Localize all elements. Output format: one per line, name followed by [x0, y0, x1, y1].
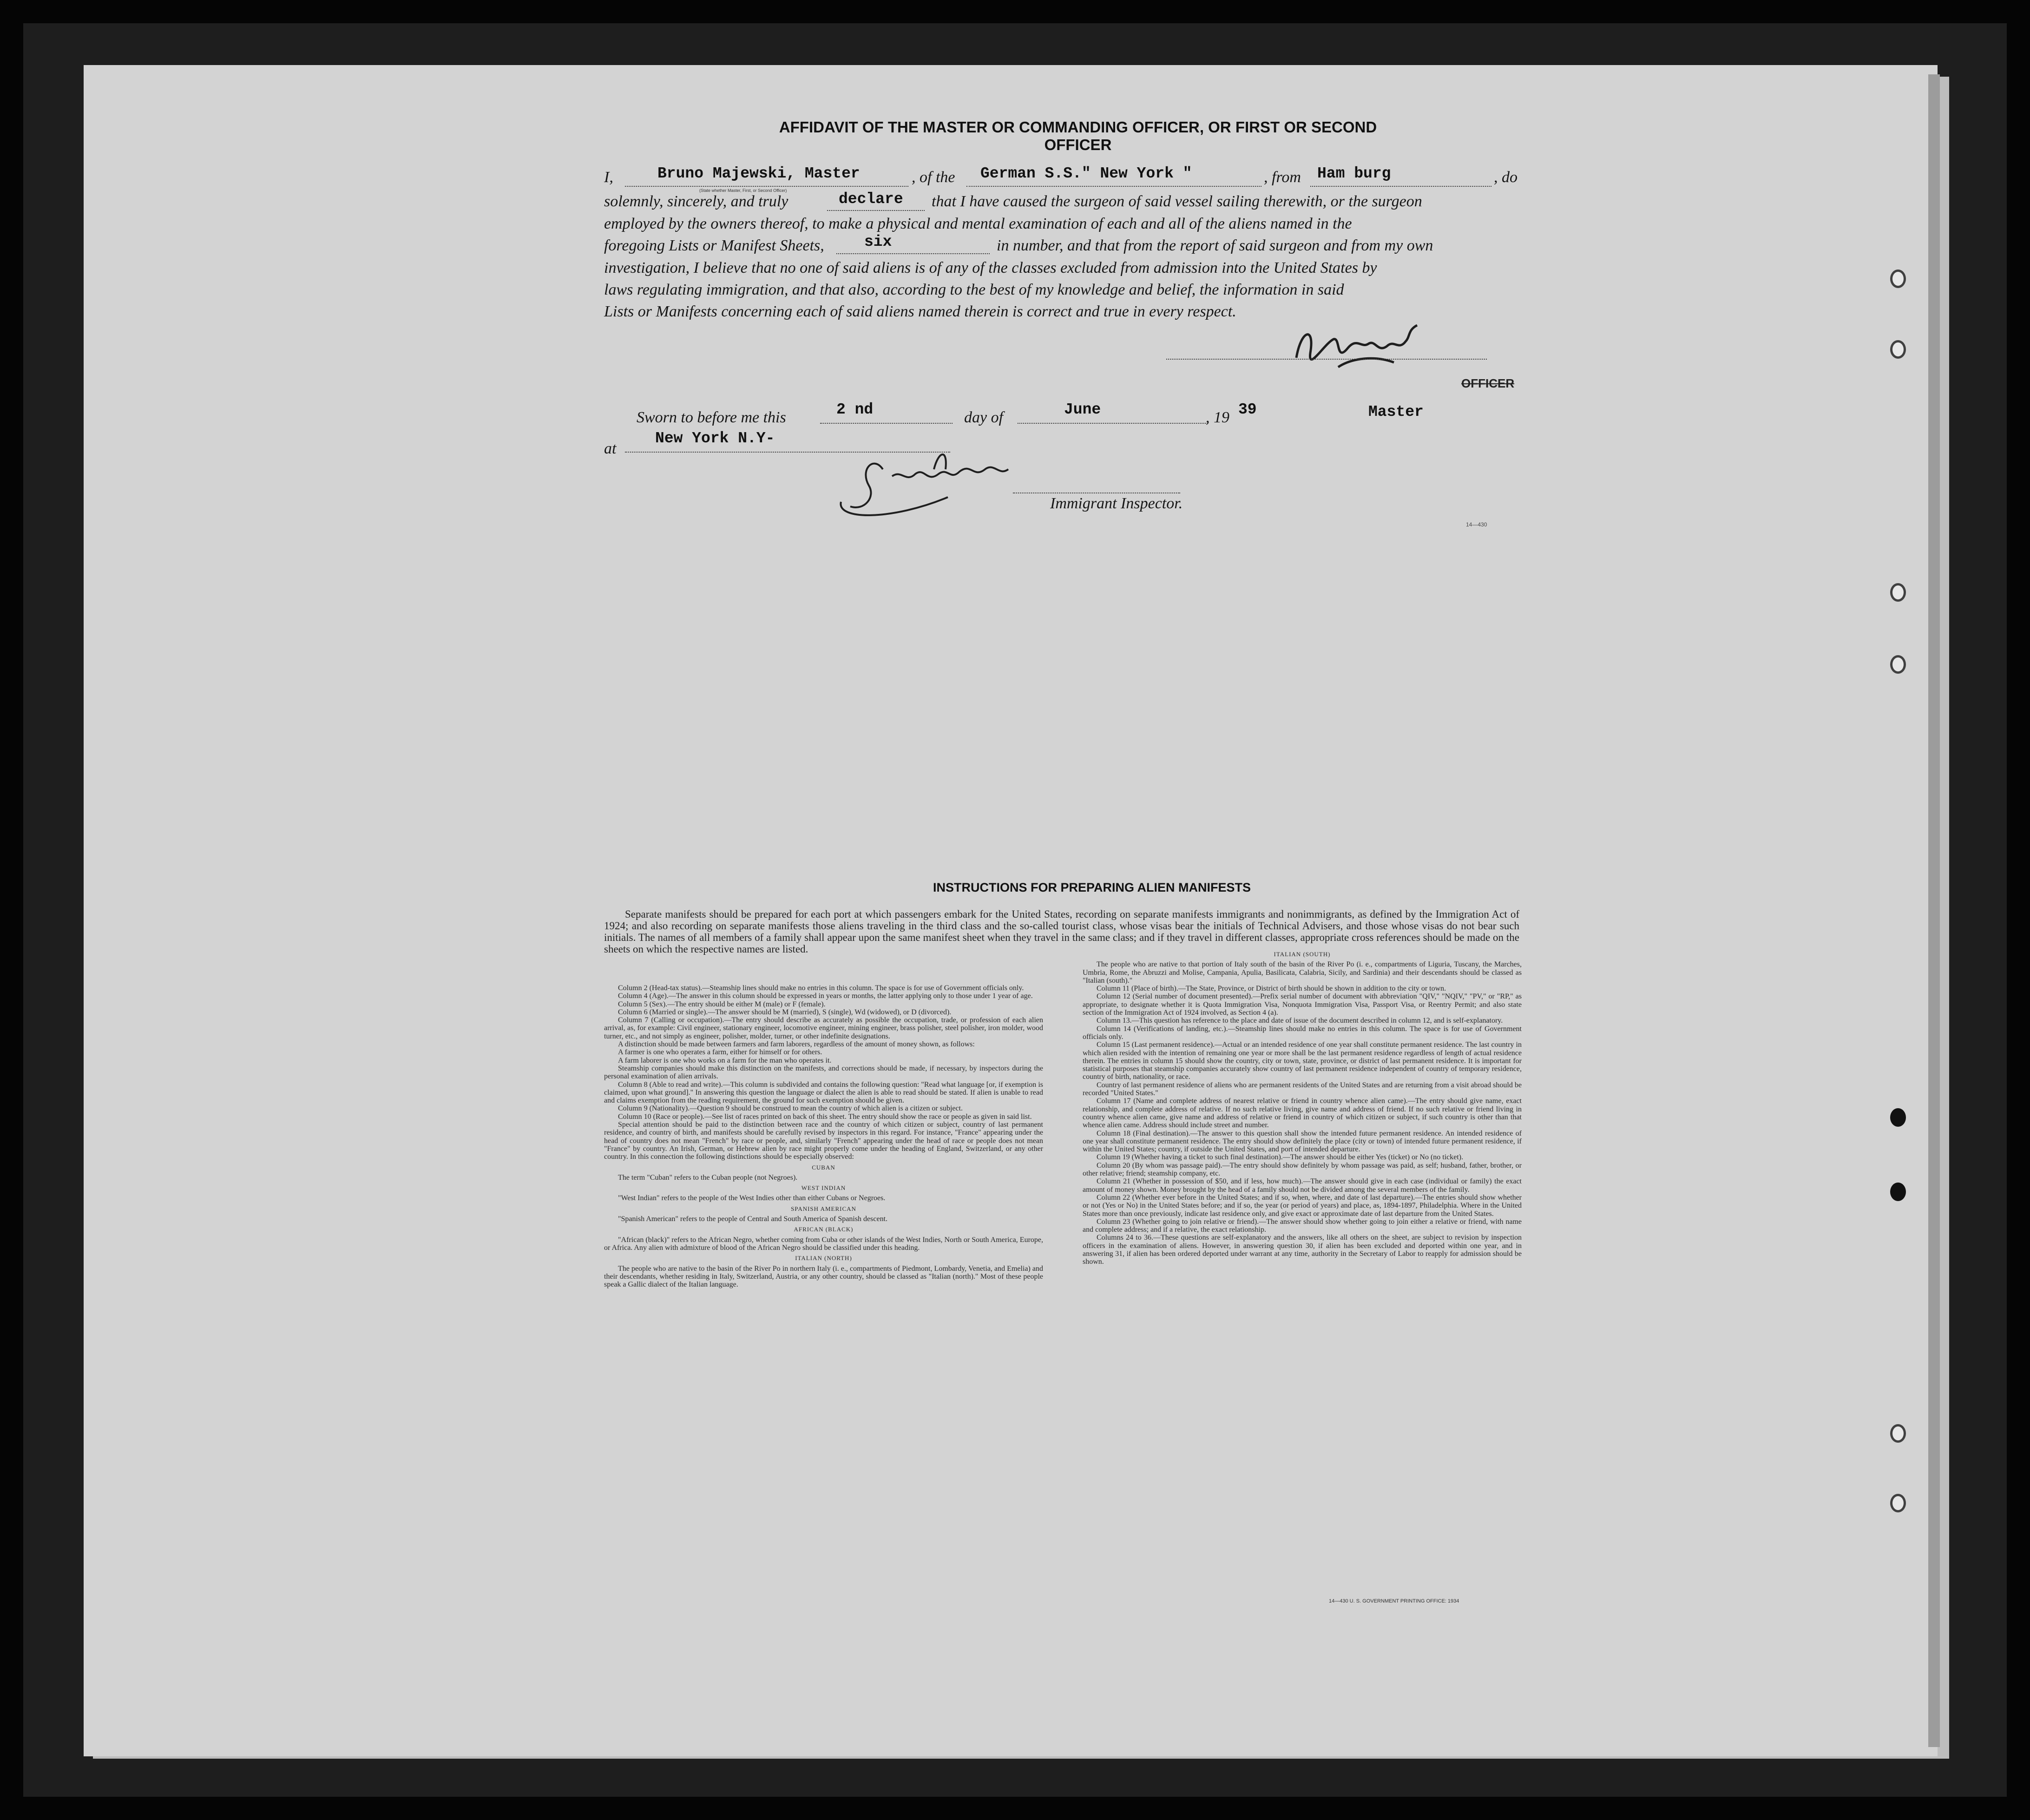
binder-hole-icon: [1890, 583, 1906, 602]
port-value: Ham burg: [1317, 165, 1391, 182]
affidavit-line-7: Lists or Manifests concerning each of said aliens named therein is correct and true in every respect.: [604, 303, 1236, 320]
binder-hole-icon: [1890, 1424, 1906, 1443]
affidavit-line-5: investigation, I believe that no one of said aliens is of any of the classes excluded from admission into the United States by: [604, 259, 1377, 276]
instruction-paragraph: Special attention should be paid to the distinction between race and the country of which citizen or subject, country of last permanent residence, and country of birth, and manifests should be carefully revised by inspectors in this regard. For instance, "France" appearing under the head of country does not mean "French" by race or people, and, similarly "French" appearing under the head of race or people does not mean "France" by country. An Irish, German, or Hebrew alien by race might properly come under the heading of England, Switzerland, or any other country. In this connection the following distinctions should be especially observed:: [604, 1121, 1043, 1161]
inspector-signature: [832, 441, 1241, 530]
instruction-paragraph: Column 18 (Final destination).—The answer to this question shall show the intended future permanent residence. An intended residence of one year shall constitute permanent residence. The entry should show definitely the place (city or town) of intended future permanent residence, if within the United States; country, if outside the United States, and port of intended departure.: [1083, 1129, 1522, 1154]
section-heading: CUBAN: [812, 1163, 835, 1171]
affidavit-line-6: laws regulating immigration, and that also, according to the best of my knowledge and belief, the information in said: [604, 281, 1344, 298]
instruction-paragraph: Column 6 (Married or single).—The answer should be M (married), S (single), Wd (widowed), or D (divorced).: [618, 1008, 952, 1016]
officer-title-typed: Master: [1368, 403, 1424, 421]
instruction-paragraph: Columns 24 to 36.—These questions are self-explanatory and the answers, like all others on the sheet, are subject to revision by inspection officers in the examination of aliens. However, in answering question 30, if alien has been excluded and deported within one year, and in answering 31, if alien has been ordered deported under warrant at any time, authority in the Secretary of Labor to reapply for admission should be shown.: [1083, 1234, 1522, 1266]
location-value: New York N.Y-: [655, 430, 775, 447]
instructions-intro: Separate manifests should be prepared for each port at which passengers embark for the United States, recording on separate manifests immigrants and nonimmigrants, as defined by the Immigration Act of 1924; and also recording on separate manifests those aliens traveling in the third class and the so-called tourist class, whose visas bear the initials of Technical Advisers, and those whose visas do not bear such initials. The names of all members of a family shall appear upon the same manifest sheet when they travel in the same class; and if they travel in different classes, appropriate cross references should be made on the sheets on which the respective names are listed.: [604, 908, 1519, 955]
do-label: , do: [1494, 169, 1518, 186]
binder-hole-icon: [1890, 1108, 1906, 1127]
instruction-paragraph: Column 2 (Head-tax status).—Steamship lines should make no entries in this column. The space is for use of Government officials only.: [618, 984, 1024, 992]
officer-hint: (State whether Master, First, or Second Officer): [699, 188, 787, 193]
instruction-paragraph: Column 14 (Verifications of landing, etc.).—Steamship lines should make no entries in this column. The space is for use of Government officials only.: [1083, 1025, 1522, 1041]
instruction-paragraph: Column 7 (Calling or occupation).—The entry should describe as accurately as possible the occupation, trade, or profession of each alien arrival, as, for example: Civil engineer, stationary engineer, locomotive engineer, mining engineer, brass polisher, steel polisher, iron molder, wood turner, etc., and not simply as engineer, polisher, molder, turner, or other indefinite designations.: [604, 1016, 1043, 1040]
instruction-paragraph: Column 11 (Place of birth).—The State, Province, or District of birth should be shown in addition to the city or town.: [1097, 985, 1446, 993]
instruction-paragraph: Column 22 (Whether ever before in the United States; and if so, when, where, and date of last departure).—The entries should show whether or not (Yes or No) in the United States before; and if so, the year (or period of years) and place, as, 1894-1897, Philadelphia. Where in the United States more than once previously, indicate last residence only, and give exact or approximate date of last departure from the United States.: [1083, 1193, 1522, 1218]
section-heading: SPANISH AMERICAN: [791, 1205, 856, 1212]
affidavit-line-3: employed by the owners thereof, to make a physical and mental examination of each and all of the aliens named in the: [604, 215, 1352, 232]
binder-hole-icon: [1890, 340, 1906, 359]
page-edge-shadow: [1928, 74, 1940, 1747]
day-of-label: day of: [964, 409, 1004, 426]
instruction-paragraph: Country of last permanent residence of aliens who are permanent residents of the United States and are returning from a visit abroad should be recorded "United States.": [1083, 1081, 1522, 1097]
pronoun-label: I,: [604, 169, 613, 186]
sworn-month-line: [1018, 423, 1208, 424]
from-label: , from: [1264, 169, 1301, 186]
binder-hole-icon: [1890, 269, 1906, 288]
section-heading: AFRICAN (BLACK): [794, 1226, 854, 1233]
inspector-label: Immigrant Inspector.: [1050, 495, 1183, 512]
binder-hole-icon: [1890, 655, 1906, 674]
sheet-count-line: [836, 253, 990, 254]
instruction-paragraph: The people who are native to the basin of the River Po in northern Italy (i. e., compartments of Piedmont, Lombardy, Venetia, and Emelia) and their descendants, whether residing in Italy, Switzerland, Austria, or any other country, should be classed as "Italian (north)." Most of these people speak a Gallic dialect of the Italian language.: [604, 1264, 1043, 1289]
instruction-paragraph: "Spanish American" refers to the people of Central and South America of Spanish descent.: [618, 1215, 888, 1223]
declare-value: declare: [839, 191, 903, 208]
officer-title-struck: OFFICER: [1461, 376, 1515, 390]
vessel-value: German S.S." New York ": [980, 165, 1192, 182]
instruction-paragraph: "West Indian" refers to the people of the West Indies other than either Cubans or Negroes.: [618, 1194, 886, 1202]
officer-signature-line: [1166, 359, 1487, 360]
binder-hole-icon: [1890, 1494, 1906, 1512]
affidavit-line-2-end: that I have caused the surgeon of said vessel sailing therewith, or the surgeon: [932, 193, 1422, 210]
section-heading: ITALIAN (NORTH): [795, 1255, 852, 1262]
affidavit-title: AFFIDAVIT OF THE MASTER OR COMMANDING OFFICER, OR FIRST OR SECOND OFFICER: [779, 118, 1377, 153]
instruction-paragraph: "African (black)" refers to the African Negro, whether coming from Cuba or other islands of the West Indies, North or South America, Europe, or Africa. Any alien with admixture of blood of the African Negro should be classified under this heading.: [604, 1235, 1043, 1252]
year-prefix-label: , 19: [1206, 409, 1229, 426]
instruction-paragraph: Column 23 (Whether going to join relative or friend).—The answer should show whether going to join either a relative or friend, with name and complete address; and if a relative, the exact relationship.: [1083, 1217, 1522, 1234]
instruction-paragraph: Steamship companies should make this distinction on the manifests, and corrections should be made, if necessary, by inspectors during the personal examination of alien arrivals.: [604, 1064, 1043, 1081]
instruction-paragraph: Column 20 (By whom was passage paid).—The entry should show definitely by whom passage was paid, as self; husband, father, brother, or other relative; friend; steamship company, etc.: [1083, 1161, 1522, 1178]
affidavit-line-4-start: foregoing Lists or Manifest Sheets,: [604, 237, 824, 254]
instruction-paragraph: A farm laborer is one who works on a farm for the man who operates it.: [618, 1056, 832, 1064]
binder-hole-icon: [1890, 1183, 1906, 1201]
instruction-paragraph: Column 10 (Race or people).—See list of races printed on back of this sheet. The entry should show the race or people as given in said list.: [618, 1112, 1032, 1121]
instruction-paragraph: Column 13.—This question has reference to the place and date of issue of the document described in column 12, and is self-explanatory.: [1097, 1017, 1503, 1025]
instruction-paragraph: Column 5 (Sex).—The entry should be either M (male) or F (female).: [618, 1000, 826, 1008]
sworn-month-value: June: [1064, 401, 1101, 418]
at-label: at: [604, 440, 617, 457]
section-heading: ITALIAN (SOUTH): [1274, 951, 1331, 958]
sworn-year-value: 39: [1238, 401, 1257, 418]
vessel-line: [966, 186, 1261, 187]
instructions-right-column: [1083, 948, 1522, 1266]
instruction-paragraph: A distinction should be made between farmers and farm laborers, regardless of the amount of money shown, as follows:: [618, 1040, 975, 1049]
instruction-paragraph: Column 12 (Serial number of document presented).—Prefix serial number of document with abbreviation "QIV," "NQIV," "PV," or "RP," as appropriate, to designate whether it is Quota Immigration Visa, Nonquota Immigration Visa, Passport Visa, or Reentry Permit; and also state section of the Immigration Act of 1924 involved, as Section 4 (a).: [1083, 992, 1522, 1017]
instruction-paragraph: Column 19 (Whether having a ticket to such final destination).—The answer should be either Yes (ticket) or No (no ticket).: [1097, 1153, 1464, 1162]
instruction-paragraph: Column 21 (Whether in possession of $50, and if less, how much).—The answer should give in each case (individual or family) the exact amount of money shown. Money brought by the head of a family should not be divided among the several members of the family.: [1083, 1177, 1522, 1194]
sworn-day-line: [820, 423, 953, 424]
instruction-paragraph: Column 4 (Age).—The answer in this column should be expressed in years or months, the latter applying only to those under 1 year of age.: [618, 992, 1033, 1000]
instruction-paragraph: Column 9 (Nationality).—Question 9 should be construed to mean the country of which alien is a citizen or subject.: [618, 1104, 963, 1113]
sheet-count-value: six: [864, 233, 892, 250]
affidavit-line-2-start: solemnly, sincerely, and truly: [604, 193, 788, 210]
port-line: [1310, 186, 1491, 187]
instruction-paragraph: A farmer is one who operates a farm, either for himself or for others.: [618, 1048, 822, 1057]
instruction-paragraph: The people who are native to that portion of Italy south of the basin of the River Po (i. e., compartments of Liguria, Tuscany, the Marches, Umbria, Rome, the Abruzzi and Molise, Campania, Apulia, Basilicata, Calabria, Sicily, and Sardinia) and their descendants should be classed as "Italian (south).": [1083, 960, 1522, 985]
declare-line: [827, 210, 925, 211]
of-the-label: , of the: [912, 169, 955, 186]
affidavit-line-4-end: in number, and that from the report of said surgeon and from my own: [997, 237, 1433, 254]
sworn-day-value: 2 nd: [836, 401, 874, 418]
form-number: 14—430: [1466, 521, 1487, 528]
instructions-title: INSTRUCTIONS FOR PREPARING ALIEN MANIFESTS: [933, 880, 1251, 894]
officer-name-value: Bruno Majewski, Master: [657, 165, 860, 182]
instruction-paragraph: Column 8 (Able to read and write).—This column is subdivided and contains the following question: "Read what language [or, if exemption is claimed, upon what ground]." In answering this question the language or dialect the alien is able to read should be stated. If alien is unable to read and claims exemption from the reading requirement, the ground for such exemption should be given.: [604, 1080, 1043, 1105]
printing-office-footer: 14—430 U. S. GOVERNMENT PRINTING OFFICE: 1934: [1329, 1598, 1459, 1604]
instruction-paragraph: Column 17 (Name and complete address of nearest relative or friend in country whence alien came).—The entry should give name, exact relationship, and complete address of relative. If no such relative living, give name and address of friend. If no such relative or friend living in country whence alien came, give name and address of relative or friend in country of which citizen or subject, if such country is other than that whence alien came. Address should include street and number.: [1083, 1097, 1522, 1130]
instructions-left-column: [604, 984, 1043, 1288]
sworn-prefix-label: Sworn to before me this: [637, 409, 786, 426]
section-heading: WEST INDIAN: [801, 1184, 846, 1192]
instruction-paragraph: Column 15 (Last permanent residence).—Actual or an intended residence of one year shall constitute permanent residence. The last country in which alien resided with the intention of remaining one year or more shall be the last permanent residence regardless of length of actual residence therein. The entries in column 15 should show the country, city or town, state, province, or district of last permanent residence. It is important for statistical purposes that steamship companies accurately show country of last permanent residence independent of country of temporary residence, country of birth, nationality, or race.: [1083, 1041, 1522, 1081]
officer-name-line: [625, 186, 908, 187]
instruction-paragraph: The term "Cuban" refers to the Cuban people (not Negroes).: [618, 1173, 798, 1182]
